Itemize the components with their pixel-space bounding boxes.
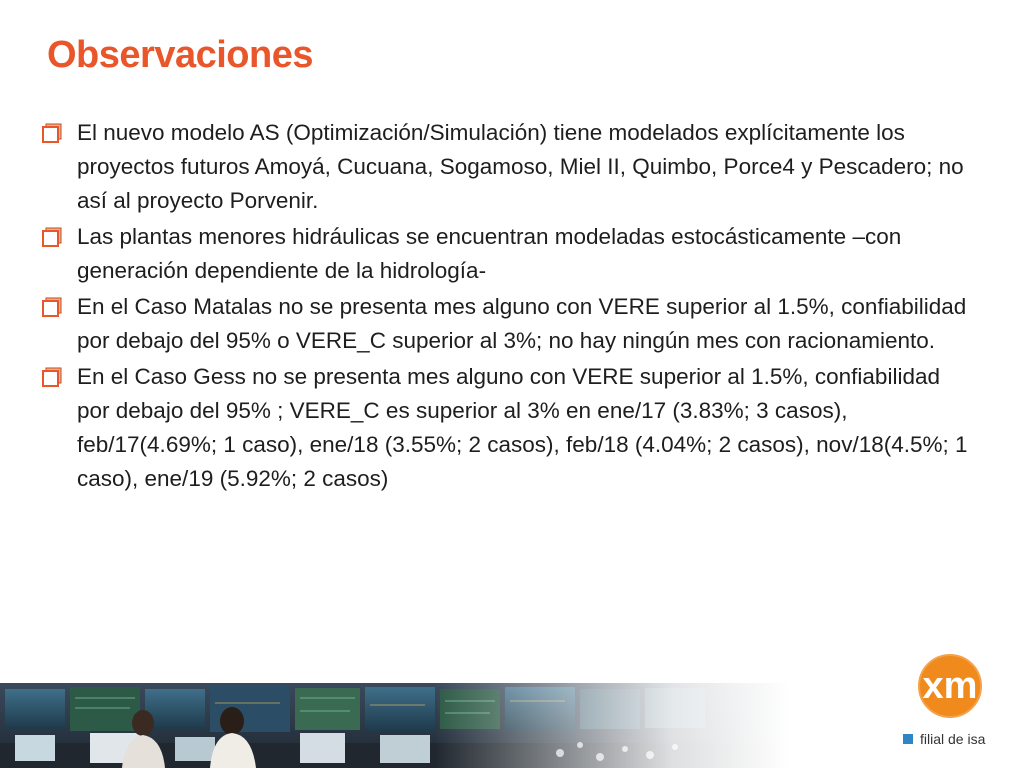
checkbox-square-icon bbox=[42, 367, 62, 387]
bullet-list bbox=[40, 116, 970, 498]
checkbox-square-icon bbox=[42, 297, 62, 317]
xm-logo bbox=[900, 654, 1000, 718]
list-item bbox=[40, 220, 970, 288]
tagline bbox=[903, 729, 985, 749]
list-item bbox=[40, 360, 970, 496]
control-room-photo bbox=[0, 683, 790, 768]
checkbox-square-icon bbox=[42, 227, 62, 247]
page-title: Observaciones bbox=[47, 34, 313, 76]
bullet-text: En el Caso Gess no se presenta mes alguno con VERE superior al 1.5%, confiabilidad por debajo del 95% ; VERE_C es superior al 3% en ene/17 (3.83%; 3 casos), feb/17(4.69%; 1 caso), ene/18 (3.55%; 2 casos), feb/18 (4.04%; 2 casos), nov/18(4.5%; 1 caso), ene/19 (5.92%; 2 casos) bbox=[77, 364, 968, 491]
bullet-text: El nuevo modelo AS (Optimización/Simulación) tiene modelados explícitamente los proyectos futuros Amoyá, Cucuana, Sogamoso, Miel II, Quimbo, Porce4 y Pescadero; no así al proyecto Porvenir. bbox=[77, 120, 964, 213]
logo-text: xm bbox=[922, 665, 978, 707]
tagline-square-icon bbox=[903, 734, 913, 744]
list-item bbox=[40, 290, 970, 358]
tagline-text: filial de isa bbox=[920, 731, 986, 747]
bullet-text: En el Caso Matalas no se presenta mes alguno con VERE superior al 1.5%, confiabilidad por debajo del 95% o VERE_C superior al 3%; no hay ningún mes con racionamiento. bbox=[77, 294, 967, 353]
photo-fade-overlay bbox=[0, 683, 790, 768]
bullet-text: Las plantas menores hidráulicas se encuentran modeladas estocásticamente –con generación dependiente de la hidrología- bbox=[77, 224, 902, 283]
checkbox-square-icon bbox=[42, 123, 62, 143]
list-item bbox=[40, 116, 970, 218]
